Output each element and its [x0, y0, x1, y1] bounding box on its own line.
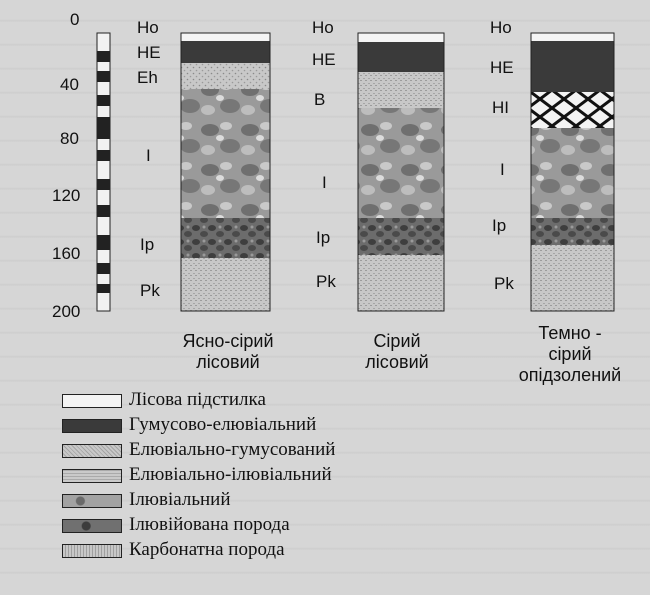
caption-line: Сірий: [373, 331, 421, 351]
horizon-label: I: [322, 173, 327, 192]
horizon-label: Pk: [494, 274, 514, 293]
profile-caption-1: [168, 331, 288, 373]
profile-column-2: [358, 33, 444, 311]
horizon-label: HE: [312, 50, 336, 69]
depth-tick-label: 160: [52, 244, 81, 263]
depth-tick-label: 120: [52, 186, 81, 205]
legend-item: [62, 488, 482, 512]
legend-item: [62, 463, 482, 487]
legend-label: Карбонатна порода: [129, 539, 285, 560]
profile-caption-3: [505, 323, 635, 386]
legend-swatch-humus: [62, 419, 122, 433]
horizon-label: B: [314, 90, 326, 109]
legend-swatch-illuvial: [62, 494, 122, 508]
depth-scale-strip: [97, 33, 110, 311]
legend-label: Елювіально-гумусований: [129, 439, 336, 460]
horizon-label: Ho: [490, 18, 512, 37]
legend-label: Ілювіальний: [129, 489, 231, 510]
legend-swatch-litter: [62, 394, 122, 408]
legend-item: [62, 513, 482, 537]
horizon-label: Pk: [316, 272, 336, 291]
caption-line: лісовий: [365, 352, 429, 372]
legend-swatch-eluvial-illuvial: [62, 469, 122, 483]
legend-label: Ілювійована порода: [129, 514, 290, 535]
caption-line: сірий: [548, 344, 592, 364]
caption-line: Темно -: [538, 323, 602, 343]
horizon-label: Ip: [140, 235, 155, 254]
legend-item: [62, 388, 482, 412]
horizon-label: Ho: [137, 18, 159, 37]
caption-line: Ясно-сірий: [182, 331, 274, 351]
horizon-label: HI: [492, 98, 509, 117]
legend-label: Лісова підстилка: [129, 389, 266, 410]
profile-caption-2: [342, 331, 452, 373]
horizon-label: Eh: [137, 68, 158, 87]
caption-line: лісовий: [196, 352, 260, 372]
horizon-label: Ip: [492, 216, 507, 235]
horizon-label: HE: [490, 58, 514, 77]
legend-swatch-carbonate: [62, 544, 122, 558]
legend-item: [62, 413, 482, 437]
horizon-label: Pk: [140, 281, 160, 300]
caption-line: опідзолений: [518, 365, 622, 385]
depth-tick-label: 40: [60, 75, 79, 94]
profile-column-3: [531, 33, 614, 311]
legend-swatch-eluvial-humus: [62, 444, 122, 458]
horizon-label: Ip: [316, 228, 331, 247]
depth-tick-label: 80: [60, 129, 79, 148]
profile-column-1: [181, 33, 270, 311]
horizon-label: I: [146, 146, 151, 165]
legend-item: [62, 538, 482, 562]
horizon-label: I: [500, 160, 505, 179]
legend-swatch-illuviated-rock: [62, 519, 122, 533]
legend-label: Елювіально-ілювіальний: [129, 464, 332, 485]
depth-tick-label: 0: [70, 10, 80, 29]
horizon-label: Ho: [312, 18, 334, 37]
horizon-label: HE: [137, 43, 161, 62]
depth-tick-label: 200: [52, 302, 81, 321]
legend-label: Гумусово-елювіальний: [129, 414, 317, 435]
legend-item: [62, 438, 482, 462]
